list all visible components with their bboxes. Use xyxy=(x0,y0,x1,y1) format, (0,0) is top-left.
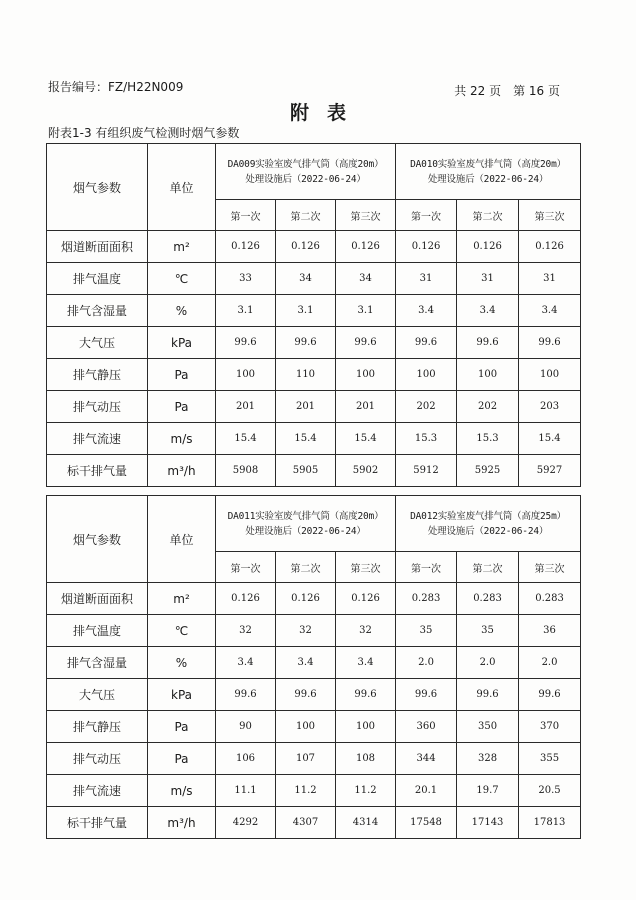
outlet-condition: 处理设施后（2022-06-24） xyxy=(245,173,366,185)
run-header: 第一次 xyxy=(216,552,276,583)
run-header: 第二次 xyxy=(457,552,519,583)
value-cell: 110 xyxy=(276,359,336,391)
value-cell: 5912 xyxy=(396,455,457,487)
run-header: 第三次 xyxy=(519,552,581,583)
value-cell: 100 xyxy=(276,711,336,743)
flue-gas-table-2 xyxy=(46,495,581,839)
value-cell: 100 xyxy=(457,359,519,391)
value-cell: 99.6 xyxy=(276,327,336,359)
param-unit: kPa xyxy=(148,679,216,711)
outlet-name: DA010实验室废气排气筒（高度20m） xyxy=(410,158,566,170)
table-row xyxy=(47,807,581,839)
param-unit: % xyxy=(148,295,216,327)
value-cell: 201 xyxy=(276,391,336,423)
outlet-name: DA011实验室废气排气筒（高度20m） xyxy=(227,510,384,522)
value-cell: 201 xyxy=(336,391,396,423)
value-cell: 3.4 xyxy=(396,295,457,327)
value-cell: 0.126 xyxy=(519,231,581,263)
value-cell: 99.6 xyxy=(457,679,519,711)
param-name: 排气流速 xyxy=(47,775,148,807)
param-name: 排气静压 xyxy=(47,359,148,391)
value-cell: 201 xyxy=(216,391,276,423)
table-row xyxy=(47,423,581,455)
param-name: 标干排气量 xyxy=(47,807,148,839)
value-cell: 203 xyxy=(519,391,581,423)
value-cell: 35 xyxy=(457,615,519,647)
outlet-group-header xyxy=(396,144,581,200)
value-cell: 0.126 xyxy=(396,231,457,263)
value-cell: 0.126 xyxy=(336,231,396,263)
param-name: 排气含湿量 xyxy=(47,647,148,679)
value-cell: 0.283 xyxy=(457,583,519,615)
param-name: 大气压 xyxy=(47,679,148,711)
value-cell: 3.4 xyxy=(216,647,276,679)
value-cell: 355 xyxy=(519,743,581,775)
run-header: 第一次 xyxy=(396,552,457,583)
table-row xyxy=(47,327,581,359)
table-row xyxy=(47,263,581,295)
value-cell: 99.6 xyxy=(457,327,519,359)
param-unit: m³/h xyxy=(148,455,216,487)
param-unit: ℃ xyxy=(148,615,216,647)
param-unit: % xyxy=(148,647,216,679)
param-column-header: 烟气参数 xyxy=(47,496,148,583)
run-header: 第三次 xyxy=(519,200,581,231)
value-cell: 15.3 xyxy=(457,423,519,455)
value-cell: 99.6 xyxy=(396,327,457,359)
param-name: 烟道断面面积 xyxy=(47,583,148,615)
current-page: 第 16 页 xyxy=(513,84,560,98)
run-header: 第三次 xyxy=(336,552,396,583)
table-caption: 附表1-3 有组织废气检测时烟气参数 xyxy=(48,126,240,140)
value-cell: 99.6 xyxy=(336,327,396,359)
value-cell: 2.0 xyxy=(396,647,457,679)
value-cell: 3.1 xyxy=(276,295,336,327)
table-row xyxy=(47,679,581,711)
value-cell: 99.6 xyxy=(276,679,336,711)
value-cell: 17813 xyxy=(519,807,581,839)
value-cell: 0.126 xyxy=(276,231,336,263)
value-cell: 3.1 xyxy=(216,295,276,327)
value-cell: 202 xyxy=(396,391,457,423)
value-cell: 100 xyxy=(336,359,396,391)
value-cell: 350 xyxy=(457,711,519,743)
value-cell: 4307 xyxy=(276,807,336,839)
param-name: 排气静压 xyxy=(47,711,148,743)
value-cell: 32 xyxy=(276,615,336,647)
value-cell: 11.2 xyxy=(336,775,396,807)
param-name: 排气含湿量 xyxy=(47,295,148,327)
outlet-name: DA009实验室废气排气筒（高度20m） xyxy=(227,158,384,170)
value-cell: 32 xyxy=(336,615,396,647)
value-cell: 20.5 xyxy=(519,775,581,807)
table-row xyxy=(47,743,581,775)
value-cell: 0.126 xyxy=(216,231,276,263)
value-cell: 3.4 xyxy=(276,647,336,679)
value-cell: 108 xyxy=(336,743,396,775)
param-unit: m/s xyxy=(148,423,216,455)
value-cell: 35 xyxy=(396,615,457,647)
param-name: 排气动压 xyxy=(47,391,148,423)
param-unit: ℃ xyxy=(148,263,216,295)
param-unit: m³/h xyxy=(148,807,216,839)
value-cell: 100 xyxy=(396,359,457,391)
outlet-group-header xyxy=(216,496,396,552)
table-row xyxy=(47,391,581,423)
param-name: 烟道断面面积 xyxy=(47,231,148,263)
param-unit: Pa xyxy=(148,711,216,743)
value-cell: 5905 xyxy=(276,455,336,487)
outlet-condition: 处理设施后（2022-06-24） xyxy=(245,525,366,537)
value-cell: 31 xyxy=(519,263,581,295)
value-cell: 106 xyxy=(216,743,276,775)
outlet-name: DA012实验室废气排气筒（高度25m） xyxy=(410,510,566,522)
value-cell: 33 xyxy=(216,263,276,295)
value-cell: 5927 xyxy=(519,455,581,487)
header-row xyxy=(47,496,581,552)
value-cell: 20.1 xyxy=(396,775,457,807)
param-name: 排气动压 xyxy=(47,743,148,775)
value-cell: 0.126 xyxy=(216,583,276,615)
flue-gas-table-1 xyxy=(46,143,581,487)
value-cell: 99.6 xyxy=(519,679,581,711)
value-cell: 15.4 xyxy=(216,423,276,455)
value-cell: 2.0 xyxy=(457,647,519,679)
table-row xyxy=(47,775,581,807)
param-name: 排气温度 xyxy=(47,615,148,647)
value-cell: 17143 xyxy=(457,807,519,839)
table-row xyxy=(47,455,581,487)
value-cell: 2.0 xyxy=(519,647,581,679)
value-cell: 99.6 xyxy=(396,679,457,711)
value-cell: 99.6 xyxy=(216,679,276,711)
value-cell: 31 xyxy=(457,263,519,295)
value-cell: 34 xyxy=(336,263,396,295)
outlet-condition: 处理设施后（2022-06-24） xyxy=(427,173,549,185)
value-cell: 99.6 xyxy=(519,327,581,359)
value-cell: 100 xyxy=(519,359,581,391)
table-row xyxy=(47,231,581,263)
table-row xyxy=(47,711,581,743)
value-cell: 3.1 xyxy=(336,295,396,327)
param-name: 大气压 xyxy=(47,327,148,359)
value-cell: 0.283 xyxy=(519,583,581,615)
value-cell: 11.1 xyxy=(216,775,276,807)
param-unit: m/s xyxy=(148,775,216,807)
value-cell: 344 xyxy=(396,743,457,775)
value-cell: 4314 xyxy=(336,807,396,839)
run-header: 第二次 xyxy=(276,552,336,583)
value-cell: 15.4 xyxy=(519,423,581,455)
value-cell: 90 xyxy=(216,711,276,743)
value-cell: 3.4 xyxy=(336,647,396,679)
unit-column-header: 单位 xyxy=(148,496,216,583)
report-number: 报告编号：FZ/H22N009 xyxy=(48,80,184,94)
value-cell: 19.7 xyxy=(457,775,519,807)
value-cell: 15.4 xyxy=(276,423,336,455)
outlet-condition: 处理设施后（2022-06-24） xyxy=(427,525,549,537)
table-row xyxy=(47,615,581,647)
value-cell: 4292 xyxy=(216,807,276,839)
value-cell: 5902 xyxy=(336,455,396,487)
param-name: 排气温度 xyxy=(47,263,148,295)
param-unit: m² xyxy=(148,231,216,263)
value-cell: 32 xyxy=(216,615,276,647)
unit-column-header: 单位 xyxy=(148,144,216,231)
run-header: 第二次 xyxy=(457,200,519,231)
page-count xyxy=(454,82,560,99)
run-header: 第一次 xyxy=(216,200,276,231)
value-cell: 5908 xyxy=(216,455,276,487)
value-cell: 17548 xyxy=(396,807,457,839)
run-header: 第二次 xyxy=(276,200,336,231)
value-cell: 99.6 xyxy=(336,679,396,711)
value-cell: 370 xyxy=(519,711,581,743)
table-row xyxy=(47,295,581,327)
param-unit: Pa xyxy=(148,359,216,391)
value-cell: 100 xyxy=(216,359,276,391)
value-cell: 34 xyxy=(276,263,336,295)
param-name: 排气流速 xyxy=(47,423,148,455)
table-row xyxy=(47,647,581,679)
value-cell: 99.6 xyxy=(216,327,276,359)
value-cell: 328 xyxy=(457,743,519,775)
value-cell: 36 xyxy=(519,615,581,647)
outlet-group-header xyxy=(396,496,581,552)
param-unit: kPa xyxy=(148,327,216,359)
value-cell: 3.4 xyxy=(457,295,519,327)
value-cell: 100 xyxy=(336,711,396,743)
outlet-group-header xyxy=(216,144,396,200)
table-row xyxy=(47,583,581,615)
table-row xyxy=(47,359,581,391)
value-cell: 0.126 xyxy=(336,583,396,615)
value-cell: 15.3 xyxy=(396,423,457,455)
value-cell: 0.126 xyxy=(276,583,336,615)
value-cell: 0.126 xyxy=(457,231,519,263)
run-header: 第三次 xyxy=(336,200,396,231)
param-name: 标干排气量 xyxy=(47,455,148,487)
value-cell: 11.2 xyxy=(276,775,336,807)
run-header: 第一次 xyxy=(396,200,457,231)
total-pages: 共 22 页 xyxy=(454,84,502,98)
value-cell: 107 xyxy=(276,743,336,775)
value-cell: 31 xyxy=(396,263,457,295)
value-cell: 0.283 xyxy=(396,583,457,615)
param-unit: Pa xyxy=(148,743,216,775)
param-column-header: 烟气参数 xyxy=(47,144,148,231)
header-row xyxy=(47,144,581,200)
value-cell: 3.4 xyxy=(519,295,581,327)
value-cell: 15.4 xyxy=(336,423,396,455)
param-unit: m² xyxy=(148,583,216,615)
value-cell: 202 xyxy=(457,391,519,423)
value-cell: 5925 xyxy=(457,455,519,487)
page-title: 附表 xyxy=(289,102,364,124)
value-cell: 360 xyxy=(396,711,457,743)
param-unit: Pa xyxy=(148,391,216,423)
